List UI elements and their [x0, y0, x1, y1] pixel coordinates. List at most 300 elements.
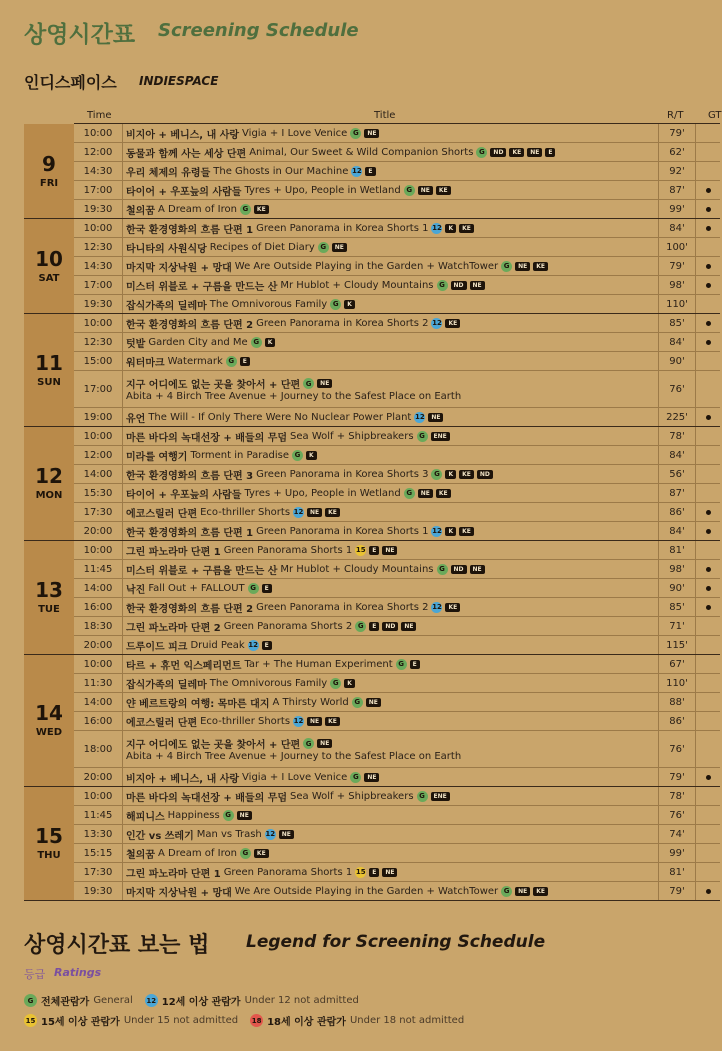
day-block — [24, 124, 720, 219]
subtitle-tag: ND — [451, 281, 467, 290]
title-line — [126, 657, 660, 672]
title-line — [126, 562, 660, 577]
legend-line-2 — [24, 1013, 472, 1028]
film-title-en: Tyres + Upo, People in Wetland — [244, 487, 401, 499]
gt-cell — [696, 560, 720, 578]
gt-dot-icon — [706, 188, 711, 193]
subtitle-tag: NE — [418, 186, 433, 195]
film-title-ko: 한국 환경영화의 흐름 단편 1 — [126, 527, 254, 539]
day-name: SAT — [38, 272, 60, 284]
film-title-ko: 마른 바다의 녹대선장 + 배들의 무덤 — [126, 792, 288, 804]
running-time: 87' — [658, 181, 696, 199]
subtitle-tag: K — [445, 470, 456, 479]
screening-time: 11:45 — [74, 560, 123, 578]
rating-badge: 12 — [432, 603, 442, 611]
subtitle-tag: ND — [490, 148, 506, 157]
film-title-en: Torment in Paradise — [190, 449, 289, 461]
rating-badge: 15 — [355, 546, 366, 554]
screening-time: 16:00 — [74, 598, 123, 616]
screening-time: 19:30 — [74, 882, 123, 900]
film-title — [126, 484, 660, 502]
gt-dot-icon — [706, 605, 711, 610]
rating-badge: G — [223, 810, 234, 821]
screening-time: 20:00 — [74, 636, 123, 654]
film-title — [126, 655, 660, 673]
gt-cell — [696, 446, 720, 464]
screening-time: 10:00 — [74, 541, 123, 559]
film-title-en: Tar + The Human Experiment — [244, 658, 393, 670]
table-row — [74, 427, 720, 446]
film-title-ko: 그린 파노라마 단편 1 — [126, 546, 221, 558]
day-block — [24, 427, 720, 541]
day-name: FRI — [39, 177, 59, 189]
title-line — [126, 619, 660, 634]
screening-time: 10:00 — [74, 124, 123, 142]
screening-time: 15:30 — [74, 484, 123, 502]
rating-badge: 12 — [432, 224, 442, 232]
film-title-ko: 텃밭 — [126, 338, 146, 350]
rating-badge: G — [240, 848, 251, 859]
film-title — [126, 219, 660, 237]
day-rows — [74, 541, 720, 654]
page-title-ko: 상영시간표 — [24, 22, 136, 48]
screening-time: 18:00 — [74, 731, 123, 767]
legend-rating-ko: 15세 이상 관람가 — [41, 1017, 120, 1028]
film-title-ko: 동물과 함께 사는 세상 단편 — [126, 148, 247, 160]
rating-badge: G — [437, 280, 448, 291]
film-title — [126, 674, 660, 692]
film-title — [126, 844, 660, 862]
ratings-label-ko: 등급 — [24, 968, 46, 981]
subtitle-tag: ENE — [431, 432, 450, 441]
film-title — [126, 427, 660, 445]
film-title-en: Sea Wolf + Shipbreakers — [290, 790, 414, 802]
film-title — [126, 238, 660, 256]
subtitle-tag: NE — [428, 413, 443, 422]
film-title-ko: 유언 — [126, 413, 146, 425]
film-title — [126, 295, 660, 313]
title-line — [126, 486, 660, 501]
day-number: 10 — [35, 246, 63, 271]
film-title — [126, 503, 660, 521]
title-line — [126, 391, 660, 402]
rating-badge: 12 — [432, 527, 442, 535]
title-line — [126, 581, 660, 596]
subtitle-tag: NE — [515, 262, 530, 271]
film-title-ko: 우리 체제의 유령들 — [126, 167, 211, 179]
film-title-ko: 해피니스 — [126, 811, 165, 823]
film-title-ko: 마지막 지상낙원 + 망대 — [126, 887, 232, 899]
film-title-ko: 철의꿈 — [126, 205, 155, 217]
running-time: 90' — [658, 352, 696, 370]
film-title-ko: 타이어 + 우포늪의 사람들 — [126, 489, 242, 501]
gt-cell — [696, 238, 720, 256]
rating-badge: G — [24, 994, 37, 1007]
subtitle-tag: K — [265, 338, 276, 347]
title-line — [126, 183, 660, 198]
running-time: 81' — [658, 541, 696, 559]
screening-time: 20:00 — [74, 522, 123, 540]
subtitle-tag: KE — [509, 148, 524, 157]
legend-rating-ko: 18세 이상 관람가 — [267, 1017, 346, 1028]
film-title — [126, 257, 660, 275]
running-time: 98' — [658, 560, 696, 578]
film-title-ko: 지구 어디에도 없는 곳을 찾아서 + 단편 — [126, 740, 301, 751]
subtitle-tag: KE — [325, 717, 340, 726]
screening-time: 10:00 — [74, 787, 123, 805]
day-label — [24, 787, 74, 900]
gt-cell — [696, 825, 720, 843]
film-title — [126, 617, 660, 635]
title-line — [126, 638, 660, 653]
subtitle-tag: NE — [332, 243, 347, 252]
running-time: 99' — [658, 844, 696, 862]
rating-badge: 12 — [293, 508, 304, 516]
table-row — [74, 522, 720, 540]
running-time: 90' — [658, 579, 696, 597]
table-row — [74, 200, 720, 218]
table-row — [74, 124, 720, 143]
day-number: 12 — [35, 464, 63, 488]
schedule-header — [24, 108, 720, 124]
running-time: 110' — [658, 674, 696, 692]
running-time: 225' — [658, 408, 696, 426]
subtitle-tag: KE — [436, 489, 451, 498]
running-time: 79' — [658, 257, 696, 275]
table-row — [74, 333, 720, 352]
screening-time: 11:45 — [74, 806, 123, 824]
film-title — [126, 408, 660, 426]
film-title-en: Mr Hublot + Cloudy Mountains — [280, 563, 434, 575]
film-title-ko: 에코스릴러 단편 — [126, 717, 198, 729]
title-line — [126, 448, 660, 463]
screening-time: 17:00 — [74, 181, 123, 199]
title-line — [126, 736, 660, 751]
rating-badge: G — [417, 791, 428, 802]
gt-dot-icon — [706, 340, 711, 345]
gt-cell — [696, 787, 720, 805]
title-line — [126, 789, 660, 804]
table-row — [74, 712, 720, 731]
day-rows — [74, 314, 720, 426]
film-title-ko: 에코스릴러 단편 — [126, 508, 198, 520]
screening-time: 14:00 — [74, 693, 123, 711]
film-title — [126, 787, 660, 805]
gt-cell — [696, 295, 720, 313]
day-rows — [74, 427, 720, 540]
rating-badge: 12 — [432, 319, 442, 327]
film-title — [126, 579, 660, 597]
film-title — [126, 863, 660, 881]
film-title-en: Fall Out + FALLOUT — [148, 582, 245, 594]
table-row — [74, 655, 720, 674]
table-row — [74, 768, 720, 786]
film-title-en: A Dream of Iron — [157, 203, 237, 215]
column-title-header: Title — [374, 110, 396, 121]
film-title-ko: 한국 환경영화의 흐름 단편 2 — [126, 319, 254, 331]
rating-badge: G — [226, 356, 237, 367]
film-title — [126, 882, 660, 900]
subtitle-tag: NE — [366, 698, 381, 707]
gt-cell — [696, 768, 720, 786]
subtitle-tag: K — [445, 527, 456, 536]
gt-dot-icon — [706, 321, 711, 326]
subtitle-tag: KE — [254, 849, 269, 858]
screening-time: 10:00 — [74, 427, 123, 445]
film-title-ko: 잡식가족의 딜레마 — [126, 679, 207, 691]
screening-time: 14:00 — [74, 579, 123, 597]
gt-dot-icon — [706, 586, 711, 591]
gt-cell — [696, 314, 720, 332]
screening-time: 11:30 — [74, 674, 123, 692]
film-title-en: The Will - If Only There Were No Nuclear Power Plant — [148, 411, 412, 423]
subtitle-tag: NE — [279, 830, 294, 839]
rating-badge: 15 — [355, 868, 366, 876]
title-line — [126, 505, 660, 520]
schedule-days — [24, 124, 720, 901]
legend-line-1 — [24, 993, 367, 1008]
screening-time: 13:30 — [74, 825, 123, 843]
film-title — [126, 181, 660, 199]
film-title-ko: 비지아 + 베니스, 내 사랑 — [126, 129, 240, 141]
running-time: 74' — [658, 825, 696, 843]
rating-badge: 12 — [248, 641, 259, 649]
film-title-en: Green Panorama in Korea Shorts 1 — [256, 222, 429, 234]
gt-dot-icon — [706, 529, 711, 534]
film-title-en: Green Panorama in Korea Shorts 2 — [256, 317, 429, 329]
subtitle-tag: E — [369, 622, 379, 631]
running-time: 92' — [658, 162, 696, 180]
screening-time: 10:00 — [74, 655, 123, 673]
subtitle-tag: NE — [515, 887, 530, 896]
day-block — [24, 219, 720, 314]
title-line — [126, 410, 660, 425]
title-line — [126, 429, 660, 444]
film-title-ko: 철의꿈 — [126, 849, 155, 861]
table-row — [74, 560, 720, 579]
film-title — [126, 541, 660, 559]
subtitle-tag: NE — [470, 281, 485, 290]
film-title-ko: 한국 환경영화의 흐름 단편 1 — [126, 224, 254, 236]
gt-cell — [696, 882, 720, 900]
day-name: SUN — [37, 376, 61, 388]
column-rt-header: R/T — [667, 110, 684, 121]
screening-time: 19:00 — [74, 408, 123, 426]
subtitle-tag: NE — [307, 508, 322, 517]
title-line — [126, 846, 660, 861]
film-title-en: Tyres + Upo, People in Wetland — [244, 184, 401, 196]
rating-badge: G — [404, 488, 415, 499]
film-title-en: The Ghosts in Our Machine — [213, 165, 349, 177]
title-line — [126, 316, 660, 331]
table-row — [74, 503, 720, 522]
gt-cell — [696, 276, 720, 294]
title-line — [126, 827, 660, 842]
title-line — [126, 676, 660, 691]
gt-cell — [696, 617, 720, 635]
subtitle-tag: NE — [364, 129, 379, 138]
table-row — [74, 731, 720, 768]
table-row — [74, 844, 720, 863]
subtitle-tag: KE — [533, 887, 548, 896]
film-title — [126, 276, 660, 294]
subtitle-tag: NE — [317, 739, 332, 748]
day-label — [24, 541, 74, 654]
gt-dot-icon — [706, 567, 711, 572]
day-label — [24, 655, 74, 786]
table-row — [74, 617, 720, 636]
screening-time: 10:00 — [74, 219, 123, 237]
film-title-ko: 잡식가족의 딜레마 — [126, 300, 207, 312]
legend-rating-en: General — [93, 995, 133, 1006]
table-row — [74, 484, 720, 503]
film-title-en: A Dream of Iron — [157, 847, 237, 859]
subtitle-tag: NE — [237, 811, 252, 820]
screening-time: 14:30 — [74, 257, 123, 275]
gt-cell — [696, 844, 720, 862]
rating-badge: 12 — [414, 413, 425, 421]
title-line — [126, 770, 660, 785]
rating-badge: G — [330, 299, 341, 310]
rating-badge: G — [350, 772, 361, 783]
film-title-en: The Omnivorous Family — [209, 298, 328, 310]
film-title — [126, 124, 660, 142]
film-title — [126, 371, 660, 407]
day-rows — [74, 219, 720, 313]
film-title-ko: 그린 파노라마 단편 1 — [126, 868, 221, 880]
running-time: 98' — [658, 276, 696, 294]
day-rows — [74, 787, 720, 900]
subtitle-tag: E — [262, 584, 272, 593]
gt-dot-icon — [706, 415, 711, 420]
film-title-ko: 타이어 + 우포늪의 사람들 — [126, 186, 242, 198]
day-label — [24, 314, 74, 426]
subtitle-tag: K — [344, 300, 355, 309]
title-line — [126, 600, 660, 615]
screening-time: 17:00 — [74, 276, 123, 294]
gt-cell — [696, 712, 720, 730]
film-title-en: Eco-thriller Shorts — [200, 715, 291, 727]
table-row — [74, 181, 720, 200]
rating-badge: G — [248, 583, 259, 594]
running-time: 84' — [658, 219, 696, 237]
rating-badge: G — [318, 242, 329, 253]
rating-badge: 12 — [352, 167, 362, 175]
subtitle-tag: KE — [459, 470, 474, 479]
day-block — [24, 655, 720, 787]
legend-rating-ko: 전체관람가 — [41, 997, 90, 1008]
film-title — [126, 731, 660, 767]
table-row — [74, 143, 720, 162]
film-title-ko: 한국 환경영화의 흐름 단편 2 — [126, 603, 254, 615]
table-row — [74, 579, 720, 598]
title-line — [126, 524, 660, 539]
subtitle-tag: KE — [459, 527, 474, 536]
running-time: 84' — [658, 522, 696, 540]
title-line — [126, 335, 660, 350]
gt-dot-icon — [706, 207, 711, 212]
title-line — [126, 543, 660, 558]
film-title-en: Watermark — [167, 355, 223, 367]
subtitle-tag: NE — [364, 773, 379, 782]
rating-badge: G — [251, 337, 262, 348]
table-row — [74, 314, 720, 333]
film-title-ko: 미스터 위블로 + 구름을 만드는 산 — [126, 281, 278, 293]
table-row — [74, 162, 720, 181]
rating-badge: G — [501, 261, 512, 272]
rating-badge: 12 — [265, 830, 276, 838]
film-title — [126, 693, 660, 711]
subtitle-tag: KE — [436, 186, 451, 195]
table-row — [74, 352, 720, 371]
table-row — [74, 219, 720, 238]
subtitle-tag: KE — [459, 224, 474, 233]
running-time: 62' — [658, 143, 696, 161]
gt-dot-icon — [706, 510, 711, 515]
film-title-en: We Are Outside Playing in the Garden + WatchTower — [234, 260, 499, 272]
screening-time: 17:30 — [74, 863, 123, 881]
running-time: 85' — [658, 598, 696, 616]
day-number: 14 — [35, 701, 63, 725]
day-number: 13 — [35, 578, 63, 602]
title-line — [126, 884, 660, 899]
film-title-ko: 한국 환경영화의 흐름 단편 3 — [126, 470, 254, 482]
subtitle-tag: NE — [382, 868, 397, 877]
film-title-en: Animal, Our Sweet & Wild Companion Shorts — [249, 146, 474, 158]
day-block — [24, 787, 720, 901]
film-title-en: Garden City and Me — [148, 336, 248, 348]
table-row — [74, 276, 720, 295]
table-row — [74, 295, 720, 313]
film-title-ko: 얀 베르트랑의 여행: 목마른 대지 — [126, 698, 270, 710]
film-title — [126, 333, 660, 351]
legend-rating-ko: 12세 이상 관람가 — [161, 997, 241, 1008]
film-title-en: Happiness — [167, 809, 220, 821]
legend-rating-en: Under 12 not admitted — [244, 995, 359, 1006]
column-time-header: Time — [87, 110, 112, 121]
running-time: 100' — [658, 238, 696, 256]
subtitle-tag: E — [545, 148, 555, 157]
film-title-en: Green Panorama Shorts 1 — [223, 866, 353, 878]
film-title — [126, 314, 660, 332]
table-row — [74, 806, 720, 825]
subtitle-tag: NE — [382, 546, 397, 555]
film-title-en: We Are Outside Playing in the Garden + WatchTower — [234, 885, 499, 897]
film-title-en: Druid Peak — [190, 639, 245, 651]
running-time: 81' — [658, 863, 696, 881]
rating-badge: G — [396, 659, 407, 670]
film-title-ko: 인간 vs 쓰레기 — [126, 830, 194, 842]
running-time: 84' — [658, 333, 696, 351]
film-title — [126, 446, 660, 464]
rating-badge: G — [350, 128, 361, 139]
running-time: 67' — [658, 655, 696, 673]
day-label — [24, 124, 74, 218]
film-title-en: Abita + 4 Birch Tree Avenue + Journey to the Safest Place on Earth — [126, 391, 462, 402]
film-title — [126, 806, 660, 824]
title-line — [126, 278, 660, 293]
legend-rating-en: Under 18 not admitted — [349, 1015, 465, 1026]
ratings-label-en: Ratings — [54, 966, 102, 979]
running-time: 87' — [658, 484, 696, 502]
running-time: 56' — [658, 465, 696, 483]
film-title-ko: 타르 + 휴먼 익스페리먼트 — [126, 660, 242, 672]
table-row — [74, 238, 720, 257]
title-line — [126, 164, 660, 179]
day-number: 9 — [42, 151, 56, 176]
rating-badge: 12 — [145, 994, 158, 1007]
rating-badge: G — [292, 450, 303, 461]
